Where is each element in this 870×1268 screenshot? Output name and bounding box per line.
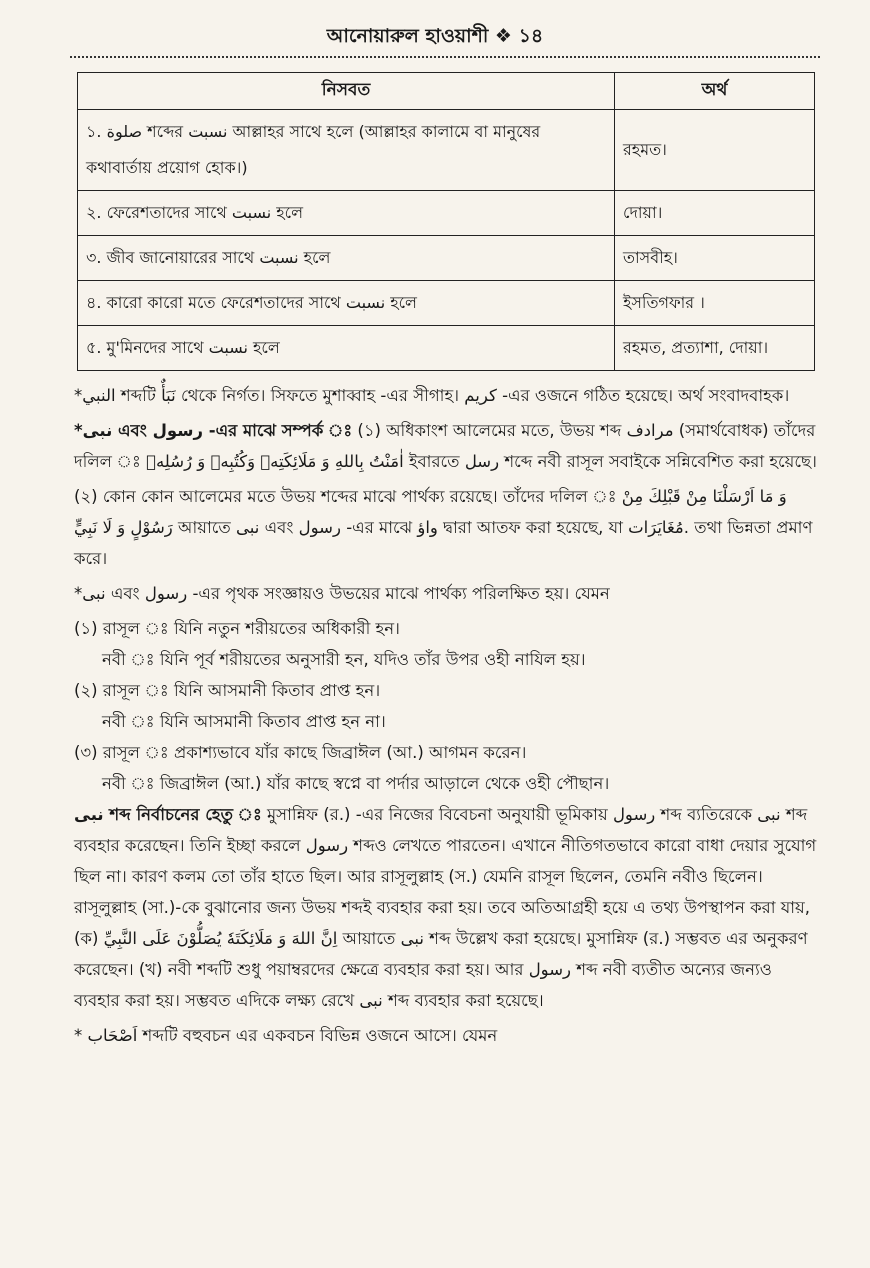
section-heading: نبی শব্দ নির্বাচনের হেতু ঃ: [74, 805, 262, 824]
nisbat-cell: ৩. জীব জানোয়ারের সাথে نسبت হলে: [78, 236, 615, 281]
list-item: নবী ঃ যিনি পূর্ব শরীয়তের অনুসারী হন, যদিও তাঁর উপর ওহী নাযিল হয়।: [102, 650, 586, 669]
paragraph-text: মুসান্নিফ (র.) -এর নিজের বিবেচনা অনুযায়ী ভূমিকায় رسول শব্দ ব্যতিরেকে نبی শব্দ ব্যবহার করেছেন। তিনি ইচ্ছা করলে رسول শব্দও লেখতে পারতেন। এখানে নীতিগতভাবে কারো বাধা দেয়ার সুযোগ ছিল না। কারণ কলম তো তাঁর হাতে ছিল। আর রাসূলুল্লাহ (স.) যেমনি রাসূল ছিলেন, তেমনি নবীও ছিলেন। রাসূলুল্লাহ (সা.)-কে বুঝানোর জন্য উভয় শব্দই ব্যবহার করা হয়। তবে অতিআগ্রহী হয়ে এ তথ্য উপস্থাপন করা যায়, (ক) اِنَّ اللهَ وَ مَلَائِكَتَهٗ يُصَلُّوْنَ عَلَى النَّبِيِّ আয়াতে نبی শব্দ উল্লেখ করা হয়েছে। মুসান্নিফ (র.) সম্ভবত এর অনুকরণ করেছেন। (খ) নবী শব্দটি শুধু পয়াম্বরদের ক্ষেত্রে ব্যবহার করা হয়। আর رسول শব্দ নবী ব্যতীত অন্যের জন্যও ব্যবহার করা হয়। সম্ভবত এদিকে লক্ষ্য রেখে نبی শব্দ ব্যবহার করা হয়েছে।: [74, 805, 817, 1010]
meaning-cell: ইসতিগফার ।: [615, 281, 815, 326]
nisbat-cell: ১. صلوة শব্দের نسبت আল্লাহর সাথে হলে (আল্লাহর কালামে বা মানুষের কথাবার্তায় প্রয়োগ হোক।): [78, 110, 615, 191]
definition-list: [74, 613, 820, 799]
col-nisbat-header: নিসবত: [78, 73, 615, 110]
paragraph-word-choice: [74, 799, 820, 1016]
table-row: [78, 281, 815, 326]
list-item: নবী ঃ যিনি আসমানী কিতাব প্রাপ্ত হন না।: [102, 712, 386, 731]
list-item: (৩) রাসূল ঃ প্রকাশ্যভাবে যাঁর কাছে জিব্রাঈল (আ.) আগমন করেন।: [74, 743, 527, 762]
table-row: [78, 326, 815, 371]
page-header: আনোয়ারুল হাওয়াশী ❖ ১৪: [326, 25, 544, 47]
paragraph-ashab: * اَصْحَاب শব্দটি বহুবচন এর একবচন বিভিন্ন ওজনে আসে। যেমন: [74, 1026, 498, 1045]
table-row: [78, 191, 815, 236]
nisbat-cell: ২. ফেরেশতাদের সাথে نسبت হলে: [78, 191, 615, 236]
paragraph-text: (১) অধিকাংশ আলেমের মতে, উভয় শব্দ مرادف (সমার্থবোধক) তাঁদের দলিল ঃ اٰمَنْتُ بِاللهِ وَ مَلَائِكَتِهٖ وَكُتُبِهٖ وَ رُسُلِهٖ ইবারতে رسل শব্দে নবী রাসূল সবাইকে সন্নিবেশিত করা হয়েছে।: [74, 421, 817, 471]
list-item: নবী ঃ জিব্রাঈল (আ.) যাঁর কাছে স্বপ্নে বা পর্দার আড়ালে থেকে ওহী পৌছান।: [102, 774, 610, 793]
meaning-cell: তাসবীহ।: [615, 236, 815, 281]
nisbat-table: [77, 72, 815, 371]
table-header-row: [78, 73, 815, 110]
meaning-cell: রহমত, প্রত্যাশা, দোয়া।: [615, 326, 815, 371]
nisbat-cell: ৫. মু'মিনদের সাথে نسبت হলে: [78, 326, 615, 371]
table-row: [78, 236, 815, 281]
meaning-cell: দোয়া।: [615, 191, 815, 236]
paragraph-nabi-origin: *النبي শব্দটি نَبَأٌ থেকে নির্গত। সিফতে মুশাব্বাহ -এর সীগাহ। كريم -এর ওজনে গঠিত হয়েছে। অর্থ সংবাদবাহক।: [74, 386, 790, 405]
paragraph-nabi-rasul-relation: [74, 415, 820, 477]
list-item: (২) রাসূল ঃ যিনি আসমানী কিতাব প্রাপ্ত হন।: [74, 681, 381, 700]
paragraph-definitions-intro: *نبی এবং رسول -এর পৃথক সংজ্ঞায়ও উভয়ের মাঝে পার্থক্য পরিলক্ষিত হয়। যেমন: [74, 584, 610, 603]
table-row: [78, 110, 815, 191]
section-heading: *نبی এবং رسول -এর মাঝে সম্পর্ক ঃ: [74, 421, 353, 440]
col-meaning-header: অর্থ: [615, 73, 815, 110]
body-text: [74, 380, 820, 1055]
list-item: (১) রাসূল ঃ যিনি নতুন শরীয়তের অধিকারী হন।: [74, 619, 400, 638]
header-divider: [70, 56, 820, 58]
nisbat-cell: ৪. কারো কারো মতে ফেরেশতাদের সাথে نسبت হলে: [78, 281, 615, 326]
paragraph-difference: (২) কোন কোন আলেমের মতে উভয় শব্দের মাঝে পার্থক্য রয়েছে। তাঁদের দলিল ঃ وَ مَا اَرْسَلْنَا مِنْ قَبْلِكَ مِنْ رَسُوْلٍ وَ لَا نَبِيٍّ আয়াতে نبی এবং رسول -এর মাঝে واؤ দ্বারা আতফ করা হয়েছে, যা مُغَايَرَات. তথা ভিন্নতা প্রমাণ করে।: [74, 487, 813, 568]
meaning-cell: রহমত।: [615, 110, 815, 191]
